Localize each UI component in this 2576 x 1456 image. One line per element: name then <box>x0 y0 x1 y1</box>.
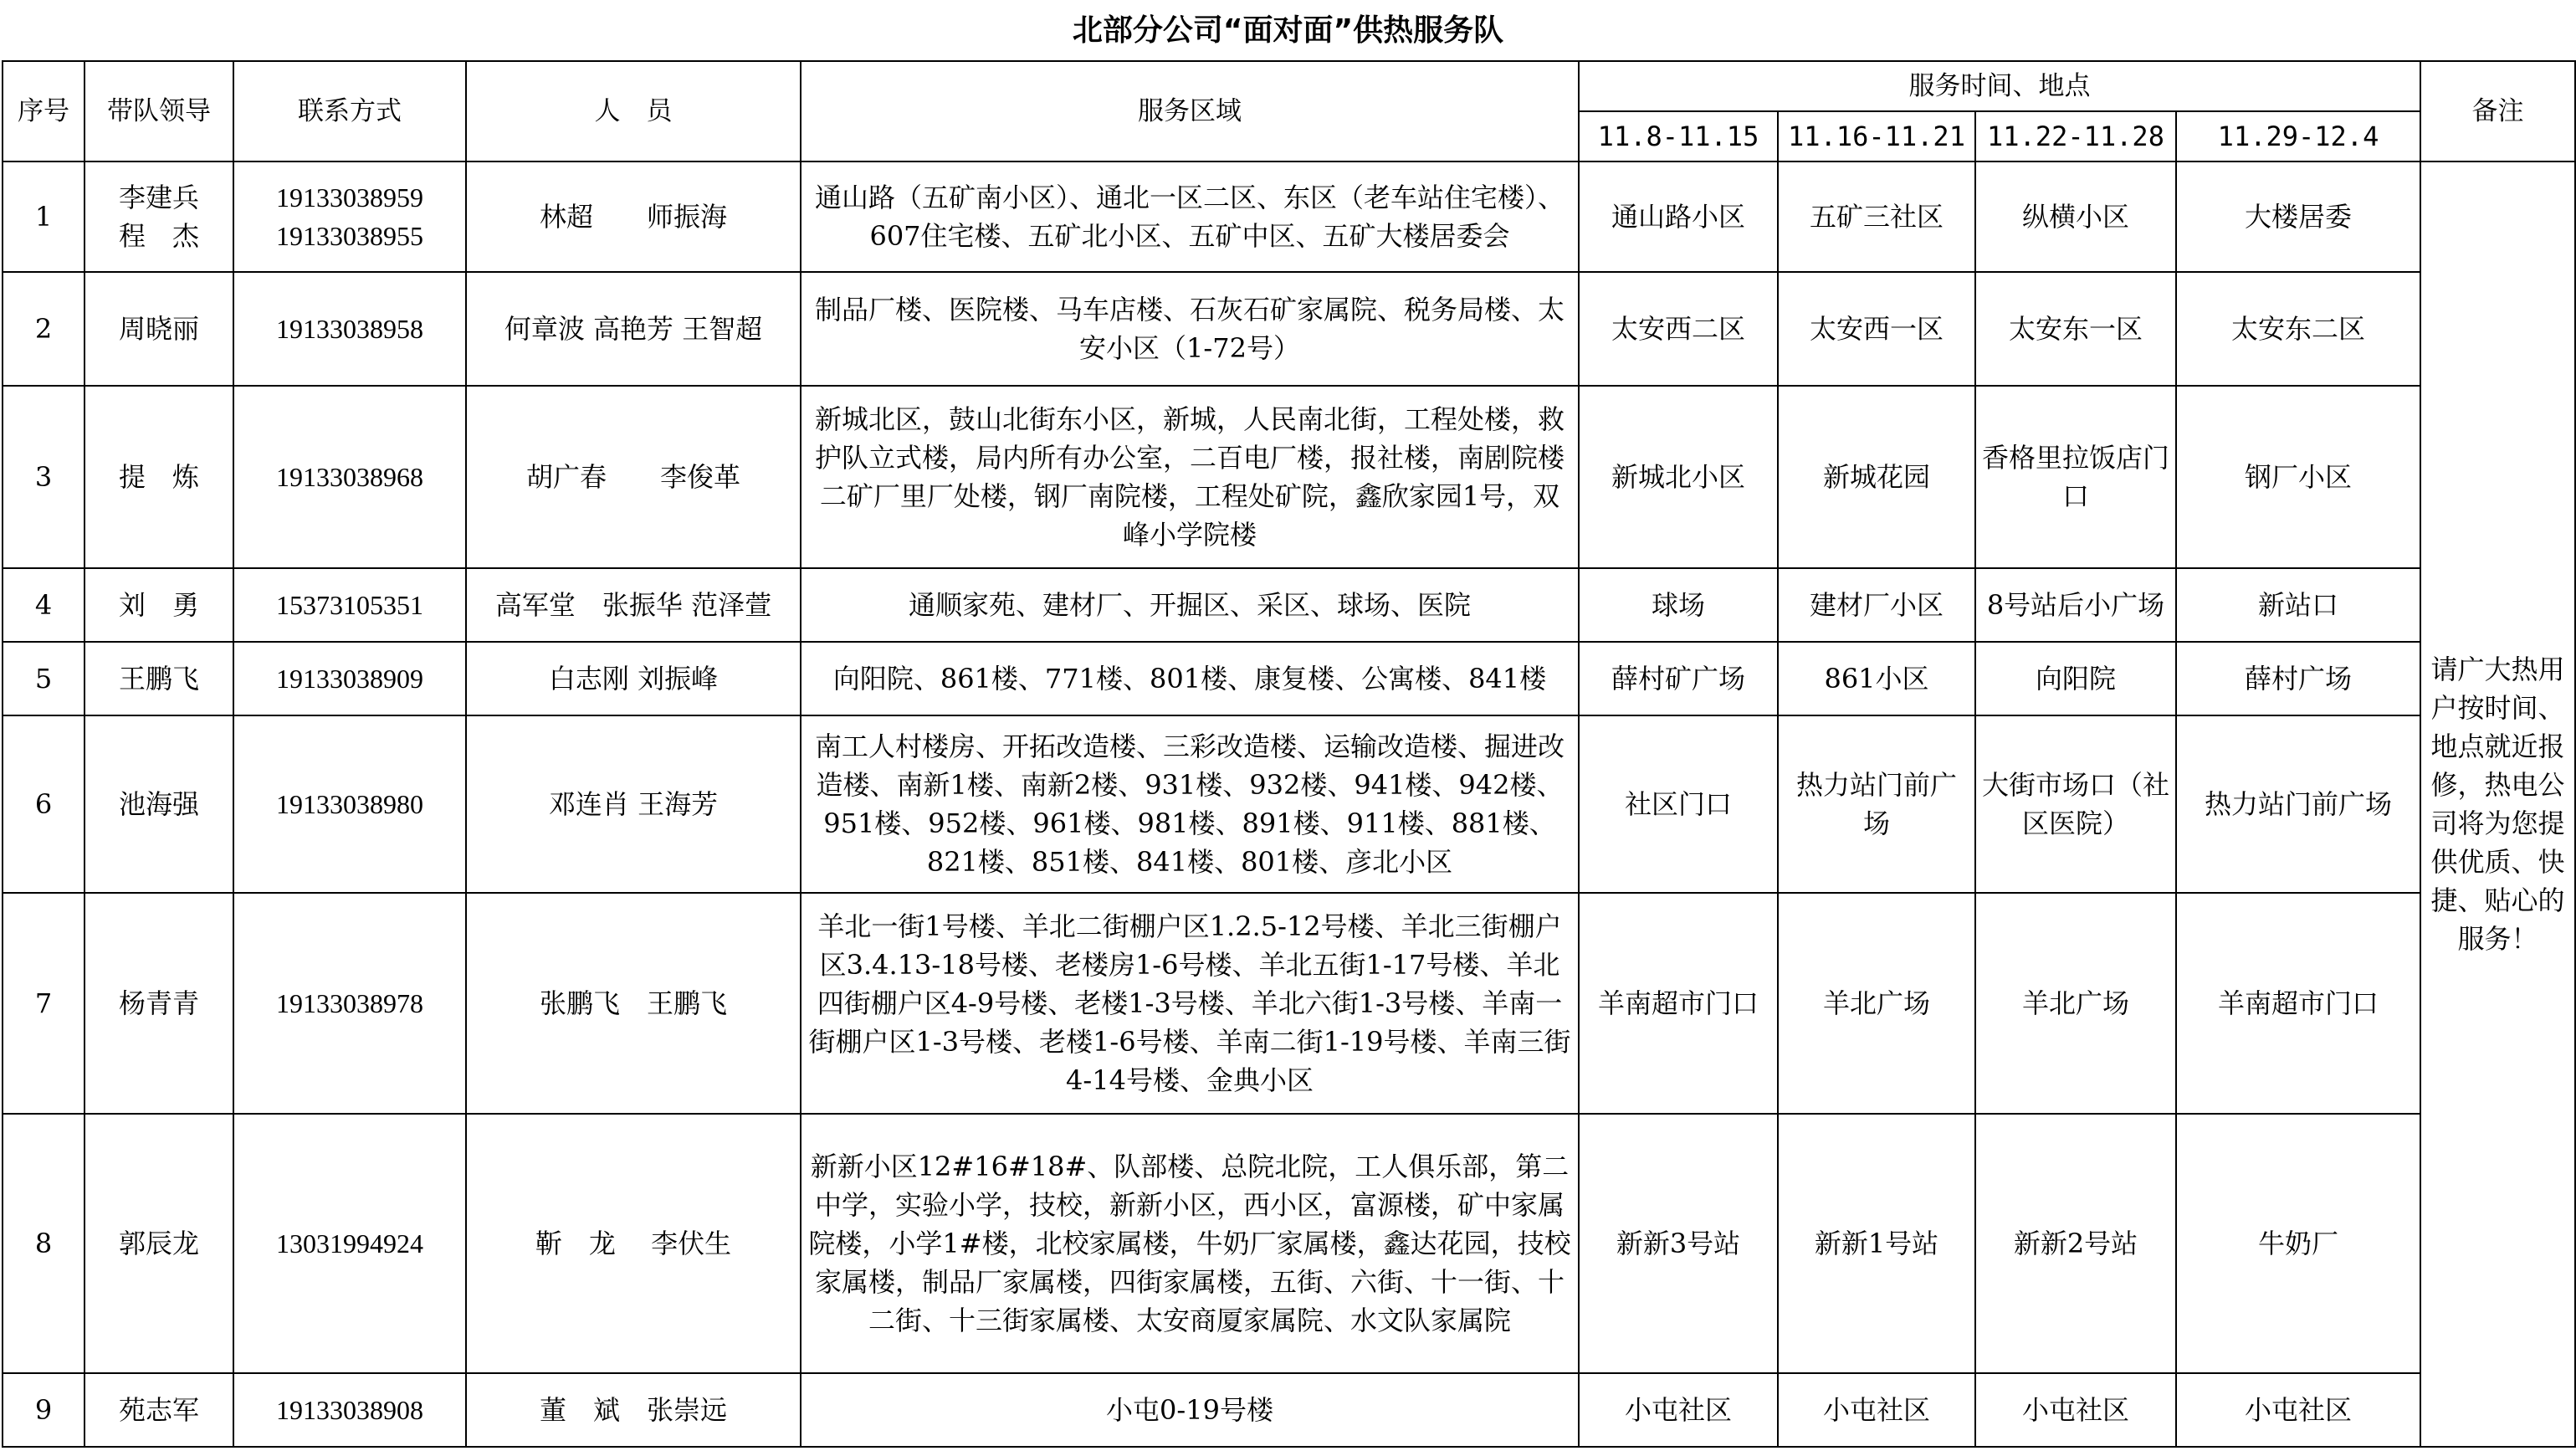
phone-number: 19133038978 <box>276 988 423 1018</box>
row-leader <box>85 642 233 715</box>
table-row <box>3 568 2575 642</box>
row-place-3: 8号站后小广场 <box>1975 568 2176 642</box>
row-seq: 3 <box>3 386 85 568</box>
phone-number: 19133038908 <box>276 1395 423 1425</box>
row-place-3: 大街市场口（社区医院） <box>1975 715 2176 893</box>
row-contact <box>233 272 466 386</box>
row-contact <box>233 161 466 272</box>
leader-name: 刘 勇 <box>118 589 199 621</box>
table-row <box>3 272 2575 386</box>
row-contact <box>233 642 466 715</box>
table-row <box>3 1373 2575 1447</box>
row-staff: 靳 龙 李伏生 <box>466 1114 801 1373</box>
row-seq: 5 <box>3 642 85 715</box>
row-place-3: 太安东一区 <box>1975 272 2176 386</box>
row-place-4: 大楼居委 <box>2176 161 2420 272</box>
row-place-1: 新城北小区 <box>1579 386 1778 568</box>
row-place-2: 热力站门前广场 <box>1778 715 1975 893</box>
row-area: 南工人村楼房、开拓改造楼、三彩改造楼、运输改造楼、掘进改造楼、南新1楼、南新2楼、931楼、932楼、941楼、942楼、951楼、952楼、961楼、981楼、891楼、911楼、881楼、821楼、851楼、841楼、801楼、彦北小区 <box>801 715 1579 893</box>
document-title: 北部分公司“面对面”供热服务队 <box>1072 13 1504 48</box>
row-staff: 邓连肖 王海芳 <box>466 715 801 893</box>
leader-name: 池海强 <box>118 788 199 820</box>
table-row <box>3 893 2575 1114</box>
phone-number: 15373105351 <box>276 590 423 620</box>
row-place-4: 牛奶厂 <box>2176 1114 2420 1373</box>
row-place-2: 新城花园 <box>1778 386 1975 568</box>
row-area: 羊北一街1号楼、羊北二街棚户区1.2.5-12号楼、羊北三街棚户区3.4.13-18号楼、老楼房1-6号楼、羊北五街1-17号楼、羊北四街棚户区4-9号楼、老楼1-3号楼、羊北六街1-3号楼、羊南一街棚户区1-3号楼、老楼1-6号楼、羊南二街1-19号楼、羊南三街4-14号楼、金典小区 <box>801 893 1579 1114</box>
leader-name: 李建兵 <box>118 182 199 213</box>
row-place-3: 新新2号站 <box>1975 1114 2176 1373</box>
row-place-3: 小屯社区 <box>1975 1373 2176 1447</box>
row-place-2: 新新1号站 <box>1778 1114 1975 1373</box>
row-place-1: 太安西二区 <box>1579 272 1778 386</box>
row-seq: 8 <box>3 1114 85 1373</box>
leader-name: 王鹏飞 <box>118 663 199 695</box>
table-row <box>3 386 2575 568</box>
row-place-1: 羊南超市门口 <box>1579 893 1778 1114</box>
header-area: 服务区域 <box>801 61 1579 161</box>
row-staff: 何章波 高艳芳 王智超 <box>466 272 801 386</box>
row-area: 制品厂楼、医院楼、马车店楼、石灰石矿家属院、税务局楼、太安小区（1-72号） <box>801 272 1579 386</box>
row-place-3: 香格里拉饭店门口 <box>1975 386 2176 568</box>
row-place-3: 向阳院 <box>1975 642 2176 715</box>
row-leader <box>85 893 233 1114</box>
phone-number: 19133038955 <box>276 221 423 251</box>
row-contact <box>233 893 466 1114</box>
table-row <box>3 642 2575 715</box>
header-remark: 备注 <box>2420 61 2575 161</box>
row-seq: 6 <box>3 715 85 893</box>
row-area: 小屯0-19号楼 <box>801 1373 1579 1447</box>
row-contact <box>233 715 466 893</box>
row-place-4: 太安东二区 <box>2176 272 2420 386</box>
row-contact <box>233 568 466 642</box>
row-staff: 董 斌 张崇远 <box>466 1373 801 1447</box>
row-staff: 张鹏飞 王鹏飞 <box>466 893 801 1114</box>
row-leader <box>85 1114 233 1373</box>
row-place-1: 薛村矿广场 <box>1579 642 1778 715</box>
row-place-4: 热力站门前广场 <box>2176 715 2420 893</box>
header-time-place: 服务时间、地点 <box>1579 61 2420 111</box>
row-area: 通山路（五矿南小区）、通北一区二区、东区（老车站住宅楼）、607住宅楼、五矿北小区、五矿中区、五矿大楼居委会 <box>801 161 1579 272</box>
row-leader <box>85 715 233 893</box>
header-contact: 联系方式 <box>233 61 466 161</box>
header-leader: 带队领导 <box>85 61 233 161</box>
row-staff: 高军堂 张振华 范泽萱 <box>466 568 801 642</box>
row-place-3: 纵横小区 <box>1975 161 2176 272</box>
row-place-1: 小屯社区 <box>1579 1373 1778 1447</box>
row-place-2: 羊北广场 <box>1778 893 1975 1114</box>
row-area: 通顺家苑、建材厂、开掘区、采区、球场、医院 <box>801 568 1579 642</box>
leader-name: 提 炼 <box>118 461 199 493</box>
row-place-2: 太安西一区 <box>1778 272 1975 386</box>
row-staff: 林超 师振海 <box>466 161 801 272</box>
phone-number: 19133038959 <box>276 182 423 213</box>
row-seq: 9 <box>3 1373 85 1447</box>
row-contact <box>233 1373 466 1447</box>
phone-number: 19133038980 <box>276 789 423 819</box>
header-period-3: 11.22-11.28 <box>1975 111 2176 161</box>
row-place-1: 球场 <box>1579 568 1778 642</box>
row-seq: 4 <box>3 568 85 642</box>
row-seq: 7 <box>3 893 85 1114</box>
table-row <box>3 161 2575 272</box>
phone-number: 19133038909 <box>276 664 423 694</box>
row-staff: 白志刚 刘振峰 <box>466 642 801 715</box>
row-staff: 胡广春 李俊革 <box>466 386 801 568</box>
service-team-table <box>2 60 2576 1448</box>
row-area: 新新小区12#16#18#、队部楼、总院北院，工人俱乐部，第二中学，实验小学，技校，新新小区，西小区，富源楼，矿中家属院楼，小学1#楼，北校家属楼，牛奶厂家属楼，鑫达花园，技校家属楼，制品厂家属楼，四街家属楼，五街、六街、十一街、十二街、十三街家属楼、太安商厦家属院、水文队家属院 <box>801 1114 1579 1373</box>
header-period-2: 11.16-11.21 <box>1778 111 1975 161</box>
header-seq: 序号 <box>3 61 85 161</box>
row-leader <box>85 568 233 642</box>
row-place-4: 新站口 <box>2176 568 2420 642</box>
row-seq: 1 <box>3 161 85 272</box>
row-leader <box>85 1373 233 1447</box>
header-period-4: 11.29-12.4 <box>2176 111 2420 161</box>
remark-note: 请广大热用户按时间、地点就近报修，热电公司将为您提供优质、快捷、贴心的服务！ <box>2420 161 2575 1447</box>
leader-name: 杨青青 <box>118 987 199 1019</box>
row-seq: 2 <box>3 272 85 386</box>
row-place-3: 羊北广场 <box>1975 893 2176 1114</box>
row-place-4: 小屯社区 <box>2176 1373 2420 1447</box>
header-period-1: 11.8-11.15 <box>1579 111 1778 161</box>
leader-name: 程 杰 <box>118 220 199 252</box>
row-contact <box>233 386 466 568</box>
row-place-2: 861小区 <box>1778 642 1975 715</box>
row-place-1: 社区门口 <box>1579 715 1778 893</box>
row-area: 向阳院、861楼、771楼、801楼、康复楼、公寓楼、841楼 <box>801 642 1579 715</box>
row-leader <box>85 272 233 386</box>
table-row <box>3 715 2575 893</box>
row-place-4: 钢厂小区 <box>2176 386 2420 568</box>
row-leader <box>85 161 233 272</box>
row-place-1: 新新3号站 <box>1579 1114 1778 1373</box>
row-place-2: 建材厂小区 <box>1778 568 1975 642</box>
leader-name: 郭辰龙 <box>118 1228 199 1259</box>
phone-number: 19133038968 <box>276 462 423 492</box>
header-staff: 人 员 <box>466 61 801 161</box>
row-place-1: 通山路小区 <box>1579 161 1778 272</box>
row-place-2: 小屯社区 <box>1778 1373 1975 1447</box>
row-area: 新城北区，鼓山北街东小区，新城，人民南北街，工程处楼，救护队立式楼，局内所有办公室，二百电厂楼，报社楼，南剧院楼二矿厂里厂处楼，钢厂南院楼，工程处矿院，鑫欣家园1号，双峰小学院楼 <box>801 386 1579 568</box>
leader-name: 周晓丽 <box>118 313 199 345</box>
table-row <box>3 1114 2575 1373</box>
row-leader <box>85 386 233 568</box>
leader-name: 苑志军 <box>118 1394 199 1426</box>
row-place-4: 羊南超市门口 <box>2176 893 2420 1114</box>
row-contact <box>233 1114 466 1373</box>
phone-number: 13031994924 <box>276 1228 423 1259</box>
phone-number: 19133038958 <box>276 314 423 344</box>
row-place-4: 薛村广场 <box>2176 642 2420 715</box>
row-place-2: 五矿三社区 <box>1778 161 1975 272</box>
